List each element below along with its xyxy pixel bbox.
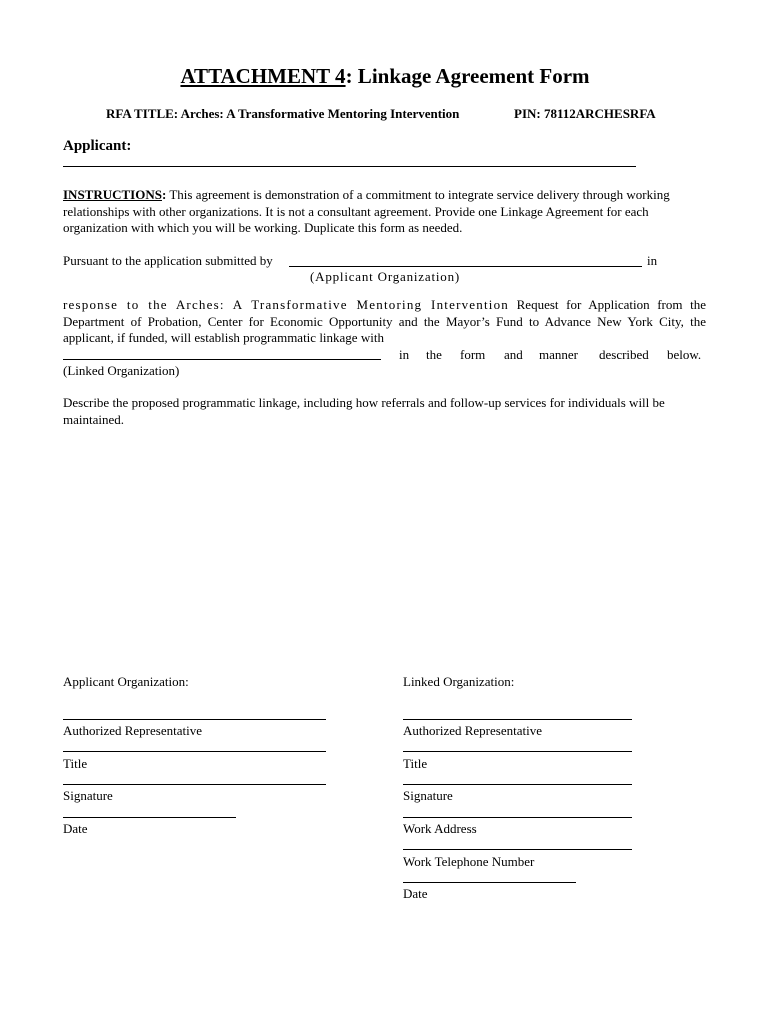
work-telephone-line[interactable] xyxy=(403,849,632,850)
title-line[interactable] xyxy=(403,751,632,752)
title-label: Title xyxy=(403,756,428,771)
applicant-organization-heading: Applicant Organization: xyxy=(63,674,189,689)
work-address-line[interactable] xyxy=(403,817,632,818)
title-attachment: ATTACHMENT 4 xyxy=(180,64,346,88)
signature-line[interactable] xyxy=(403,784,632,785)
linked-organization-line-row xyxy=(63,347,706,363)
title-line[interactable] xyxy=(63,751,326,752)
title-form-name: : Linkage Agreement Form xyxy=(345,64,590,88)
applicant-organization-caption: (Applicant Organization) xyxy=(310,269,460,284)
date-line[interactable] xyxy=(403,882,576,883)
describe-paragraph: Describe the proposed programmatic linkage, including how referrals and follow-up services for individuals will be maintained. xyxy=(63,395,665,427)
response-word: described xyxy=(599,347,649,362)
linked-organization-field-line[interactable] xyxy=(63,359,381,360)
pursuant-suffix: in xyxy=(647,253,658,268)
signature-line[interactable] xyxy=(63,784,326,785)
date-label: Date xyxy=(63,821,88,836)
signature-label: Signature xyxy=(403,788,453,803)
title-label: Title xyxy=(63,756,88,771)
response-paragraph xyxy=(63,297,706,347)
response-word: manner xyxy=(539,347,578,362)
authorized-representative-label: Authorized Representative xyxy=(403,723,542,738)
response-word: below. xyxy=(667,347,702,362)
rfa-title: RFA TITLE: Arches: A Transformative Mentoring Intervention xyxy=(106,106,460,121)
instructions-text: This agreement is demonstration of a commitment to integrate service delivery through working relationships with other organizations. It is not a consultant agreement. Provide one Linkage Agreement for each organization with which you will be working. Duplicate this form as needed. xyxy=(63,187,670,235)
applicant-field-line[interactable] xyxy=(63,166,636,167)
authorized-representative-label: Authorized Representative xyxy=(63,723,202,738)
authorized-representative-line[interactable] xyxy=(403,719,632,720)
date-line[interactable] xyxy=(63,817,236,818)
linked-organization-caption: (Linked Organization) xyxy=(63,363,180,378)
work-telephone-label: Work Telephone Number xyxy=(403,854,535,869)
applicant-organization-field-line[interactable] xyxy=(289,266,642,267)
signature-label: Signature xyxy=(63,788,113,803)
work-address-label: Work Address xyxy=(403,821,477,836)
instructions-colon: : xyxy=(161,187,167,202)
response-spaced-text: response to the Arches: A Transformative Mentoring Intervention xyxy=(63,297,509,312)
pin-number: PIN: 78112ARCHESRFA xyxy=(514,106,656,121)
pursuant-prefix: Pursuant to the application submitted by xyxy=(63,253,273,268)
response-text: Request for Application from the Department of Probation, Center for Economic Opportunity and the Mayor’s Fund to Advance New York City, the applicant, if funded, will establish programmatic linkage with xyxy=(63,297,706,345)
page-title xyxy=(0,64,770,89)
applicant-label: Applicant: xyxy=(63,138,132,154)
response-word: in xyxy=(399,347,410,362)
response-word: the xyxy=(426,347,442,362)
instructions-label: INSTRUCTIONS xyxy=(63,187,162,202)
authorized-representative-line[interactable] xyxy=(63,719,326,720)
date-label: Date xyxy=(403,886,428,901)
instructions-paragraph xyxy=(63,187,706,237)
response-word: and xyxy=(504,347,523,362)
linked-organization-heading: Linked Organization: xyxy=(403,674,515,689)
response-word: form xyxy=(460,347,486,362)
